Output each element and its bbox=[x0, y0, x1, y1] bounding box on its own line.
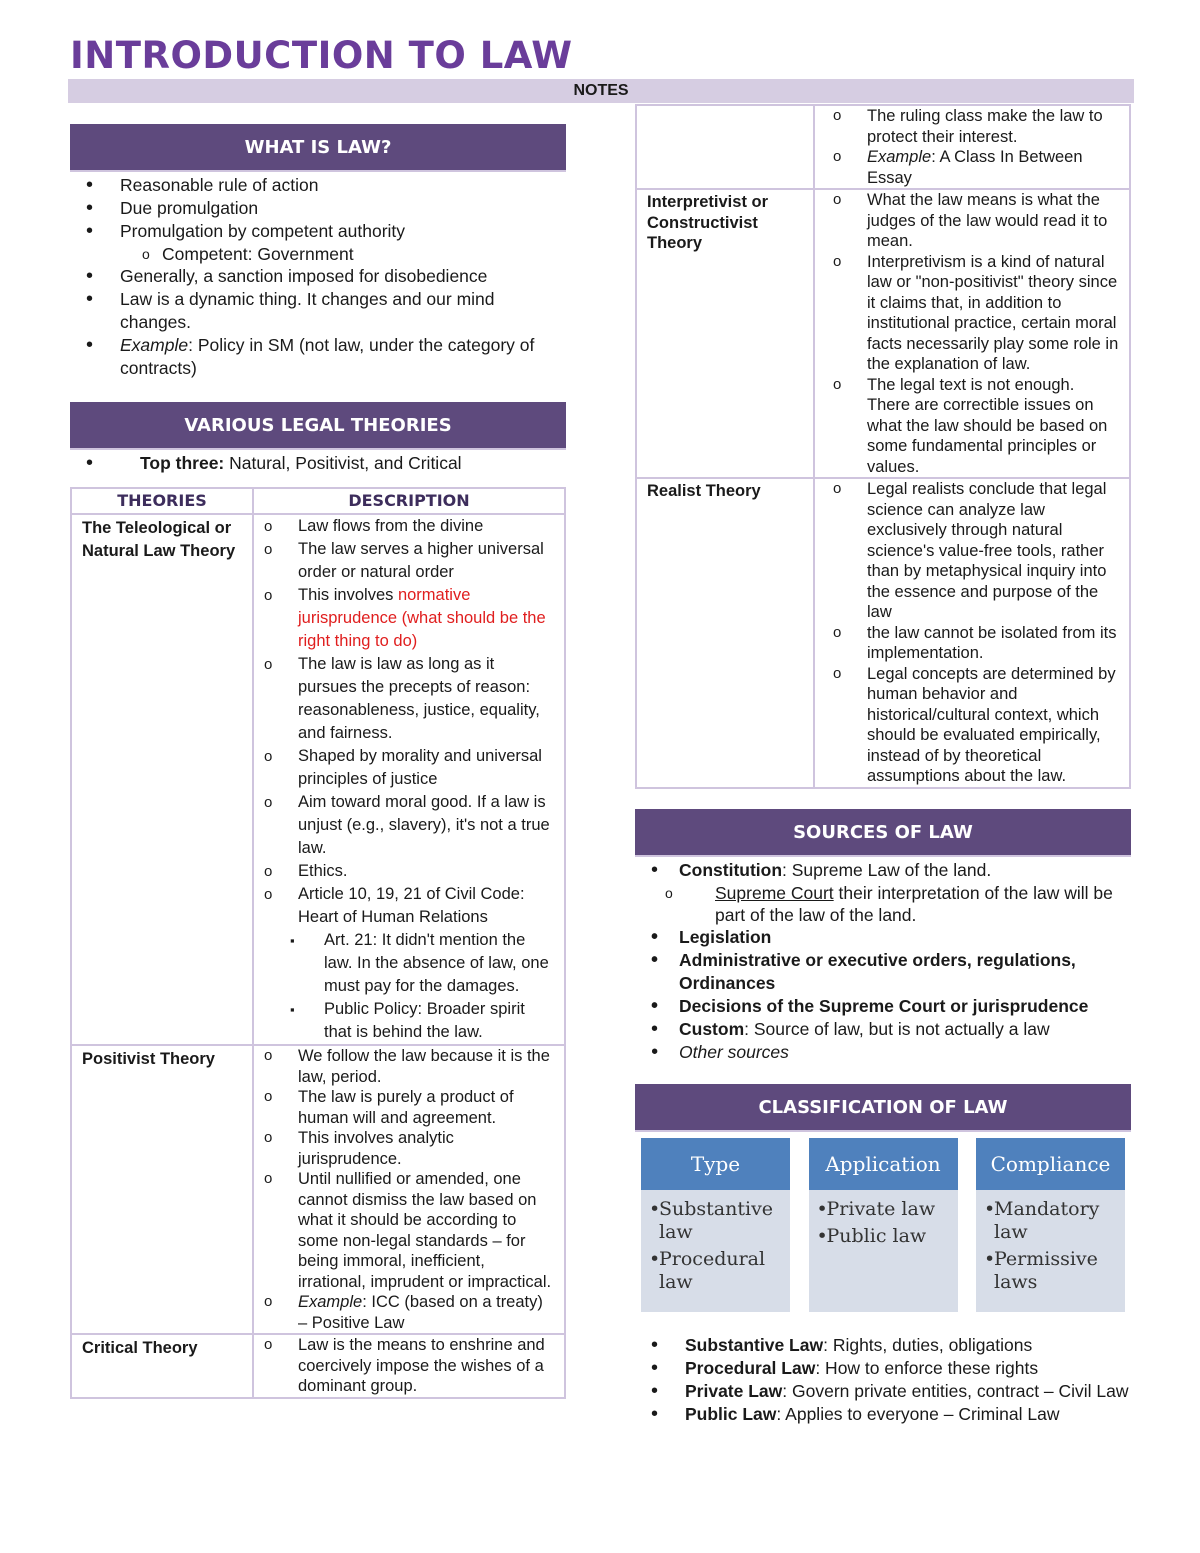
page-title: INTRODUCTION TO LAW bbox=[70, 34, 573, 77]
list-item: o Ethics. bbox=[254, 860, 564, 883]
list-item: ▪ Art. 21: It didn't mention the law. In the absence of law, one must pay for the damages. bbox=[254, 929, 564, 998]
list-item: o The law is law as long as it pursues the precepts of reason: reasonableness, justice, equality, and fairness. bbox=[254, 653, 564, 745]
compliance-heading: Compliance bbox=[976, 1138, 1125, 1190]
table-row bbox=[71, 1045, 565, 1334]
list-item: o What the law means is what the judges of the law would read it to mean. bbox=[823, 190, 1129, 252]
interpretivist-description bbox=[814, 189, 1130, 478]
list-item: • Decisions of the Supreme Court or jurisprudence bbox=[635, 995, 1131, 1018]
realist-description bbox=[814, 478, 1130, 788]
list-item: • Law is a dynamic thing. It changes and our mind changes. bbox=[70, 288, 566, 334]
interpretivist-name: Interpretivist or Constructivist Theory bbox=[636, 189, 814, 478]
top-three-list bbox=[70, 452, 566, 475]
natural-law-name: The Teleological or Natural Law Theory bbox=[71, 514, 253, 1045]
list-item: o Article 10, 19, 21 of Civil Code: Heart of Human Relations bbox=[254, 883, 564, 929]
critical-description bbox=[253, 1334, 565, 1398]
what-is-law-list-2 bbox=[70, 265, 566, 380]
list-item: • Permissive laws bbox=[994, 1248, 1121, 1294]
list-item: • Due promulgation bbox=[70, 197, 566, 220]
col-description-header: DESCRIPTION bbox=[253, 488, 565, 514]
list-item: • Procedural law bbox=[659, 1248, 786, 1294]
list-item: • Constitution: Supreme Law of the land. bbox=[635, 859, 1131, 882]
natural-law-description bbox=[253, 514, 565, 1045]
example-text: : Policy in SM (not law, under the category of contracts) bbox=[120, 335, 535, 378]
list-item: o The ruling class make the law to protect their interest. bbox=[823, 106, 1129, 147]
list-item: • Private Law: Govern private entities, contract – Civil Law bbox=[635, 1380, 1131, 1403]
list-item: • Legislation bbox=[635, 926, 1131, 949]
type-column bbox=[641, 1138, 790, 1312]
classification-definitions bbox=[635, 1334, 1131, 1426]
list-item: • Public law bbox=[827, 1225, 954, 1248]
list-item: • Mandatory law bbox=[994, 1198, 1121, 1244]
list-item: • Reasonable rule of action bbox=[70, 174, 566, 197]
list-item: • Private law bbox=[827, 1198, 954, 1221]
left-column bbox=[70, 124, 566, 1399]
table-row bbox=[71, 514, 565, 1045]
example-label: Example bbox=[120, 335, 189, 355]
list-item: o Law flows from the divine bbox=[254, 515, 564, 538]
list-item: o The law is purely a product of human will and agreement. bbox=[254, 1087, 564, 1128]
list-item: • Public Law: Applies to everyone – Criminal Law bbox=[635, 1403, 1131, 1426]
list-item: o Interpretivism is a kind of natural law or "non-positivist" theory since it claims that, in addition to institutional practice, certain moral facts necessarily play some role in the explanation of law. bbox=[823, 252, 1129, 375]
positivist-name: Positivist Theory bbox=[71, 1045, 253, 1334]
list-item: • Administrative or executive orders, regulations, Ordinances bbox=[635, 949, 1131, 995]
realist-name: Realist Theory bbox=[636, 478, 814, 788]
list-item: o Shaped by morality and universal principles of justice bbox=[254, 745, 564, 791]
top-three-label: Top three: bbox=[140, 453, 225, 473]
sources-list-2 bbox=[635, 926, 1131, 1064]
list-item: o Supreme Court their interpretation of the law will be part of the law of the land. bbox=[635, 882, 1131, 926]
list-item: ▪ Public Policy: Broader spirit that is behind the law. bbox=[254, 998, 564, 1044]
list-item bbox=[70, 452, 566, 475]
list-item: • Other sources bbox=[635, 1041, 1131, 1064]
list-item: o the law cannot be isolated from its implementation. bbox=[823, 623, 1129, 664]
list-item: o Aim toward moral good. If a law is unjust (e.g., slavery), it's not a true law. bbox=[254, 791, 564, 860]
notes-bar: NOTES bbox=[68, 79, 1134, 103]
table-row bbox=[71, 1334, 565, 1398]
what-is-law-sublist bbox=[70, 243, 566, 265]
list-item: • Custom: Source of law, but is not actually a law bbox=[635, 1018, 1131, 1041]
list-item bbox=[70, 334, 566, 380]
compliance-column bbox=[976, 1138, 1125, 1312]
supreme-court-label: Supreme Court bbox=[715, 882, 834, 903]
theories-table-continued bbox=[635, 104, 1131, 789]
critical-cont-description bbox=[814, 105, 1130, 189]
list-item: o This involves analytic jurisprudence. bbox=[254, 1128, 564, 1169]
sources-sublist bbox=[635, 882, 1131, 926]
list-item: • Generally, a sanction imposed for disobedience bbox=[70, 265, 566, 288]
list-item: o Legal realists conclude that legal science can analyze law exclusively through natural science's value-free tools, rather than by metaphysical inquiry into the essence and purpose of the law bbox=[823, 479, 1129, 623]
right-column bbox=[635, 104, 1131, 1426]
normative-jurisprudence-text: normative jurisprudence (what should be the right thing to do) bbox=[298, 586, 546, 650]
list-item: o Law is the means to enshrine and coercively impose the wishes of a dominant group. bbox=[254, 1335, 564, 1397]
positivist-description bbox=[253, 1045, 565, 1334]
list-item: • Procedural Law: How to enforce these rights bbox=[635, 1357, 1131, 1380]
critical-name: Critical Theory bbox=[71, 1334, 253, 1398]
application-column bbox=[809, 1138, 958, 1312]
type-heading: Type bbox=[641, 1138, 790, 1190]
sources-list bbox=[635, 859, 1131, 882]
list-item: o Example: A Class In Between Essay bbox=[823, 147, 1129, 188]
classification-header: CLASSIFICATION OF LAW bbox=[635, 1084, 1131, 1132]
list-item: o Example: ICC (based on a treaty) – Positive Law bbox=[254, 1292, 564, 1333]
table-row bbox=[636, 105, 1130, 189]
classification-diagram bbox=[635, 1138, 1131, 1312]
application-heading: Application bbox=[809, 1138, 958, 1190]
critical-cont-name bbox=[636, 105, 814, 189]
col-theories-header: THEORIES bbox=[71, 488, 253, 514]
top-three-text: Natural, Positivist, and Critical bbox=[224, 453, 462, 473]
list-item: o Until nullified or amended, one cannot dismiss the law based on what it should be according to some non-legal standards – for being immoral, inefficient, irrational, imprudent or impractical. bbox=[254, 1169, 564, 1292]
theories-table bbox=[70, 487, 566, 1399]
list-item: o Competent: Government bbox=[112, 243, 566, 265]
table-row bbox=[636, 478, 1130, 788]
list-item: o Legal concepts are determined by human behavior and historical/cultural context, which should be evaluated empirically, instead of by theoretical assumptions about the law. bbox=[823, 664, 1129, 787]
legal-theories-header: VARIOUS LEGAL THEORIES bbox=[70, 402, 566, 450]
table-row bbox=[636, 189, 1130, 478]
list-item: • Substantive Law: Rights, duties, obligations bbox=[635, 1334, 1131, 1357]
what-is-law-list bbox=[70, 174, 566, 243]
sources-header: SOURCES OF LAW bbox=[635, 809, 1131, 857]
list-item: • Substantive law bbox=[659, 1198, 786, 1244]
list-item: o The legal text is not enough. There are correctible issues on what the law should be based on some fundamental principles or values. bbox=[823, 375, 1129, 478]
list-item: o We follow the law because it is the law, period. bbox=[254, 1046, 564, 1087]
what-is-law-header: WHAT IS LAW? bbox=[70, 124, 566, 172]
list-item: • Promulgation by competent authority bbox=[70, 220, 566, 243]
list-item: o The law serves a higher universal order or natural order bbox=[254, 538, 564, 584]
list-item: o This involves normative jurisprudence (what should be the right thing to do) bbox=[254, 584, 564, 653]
